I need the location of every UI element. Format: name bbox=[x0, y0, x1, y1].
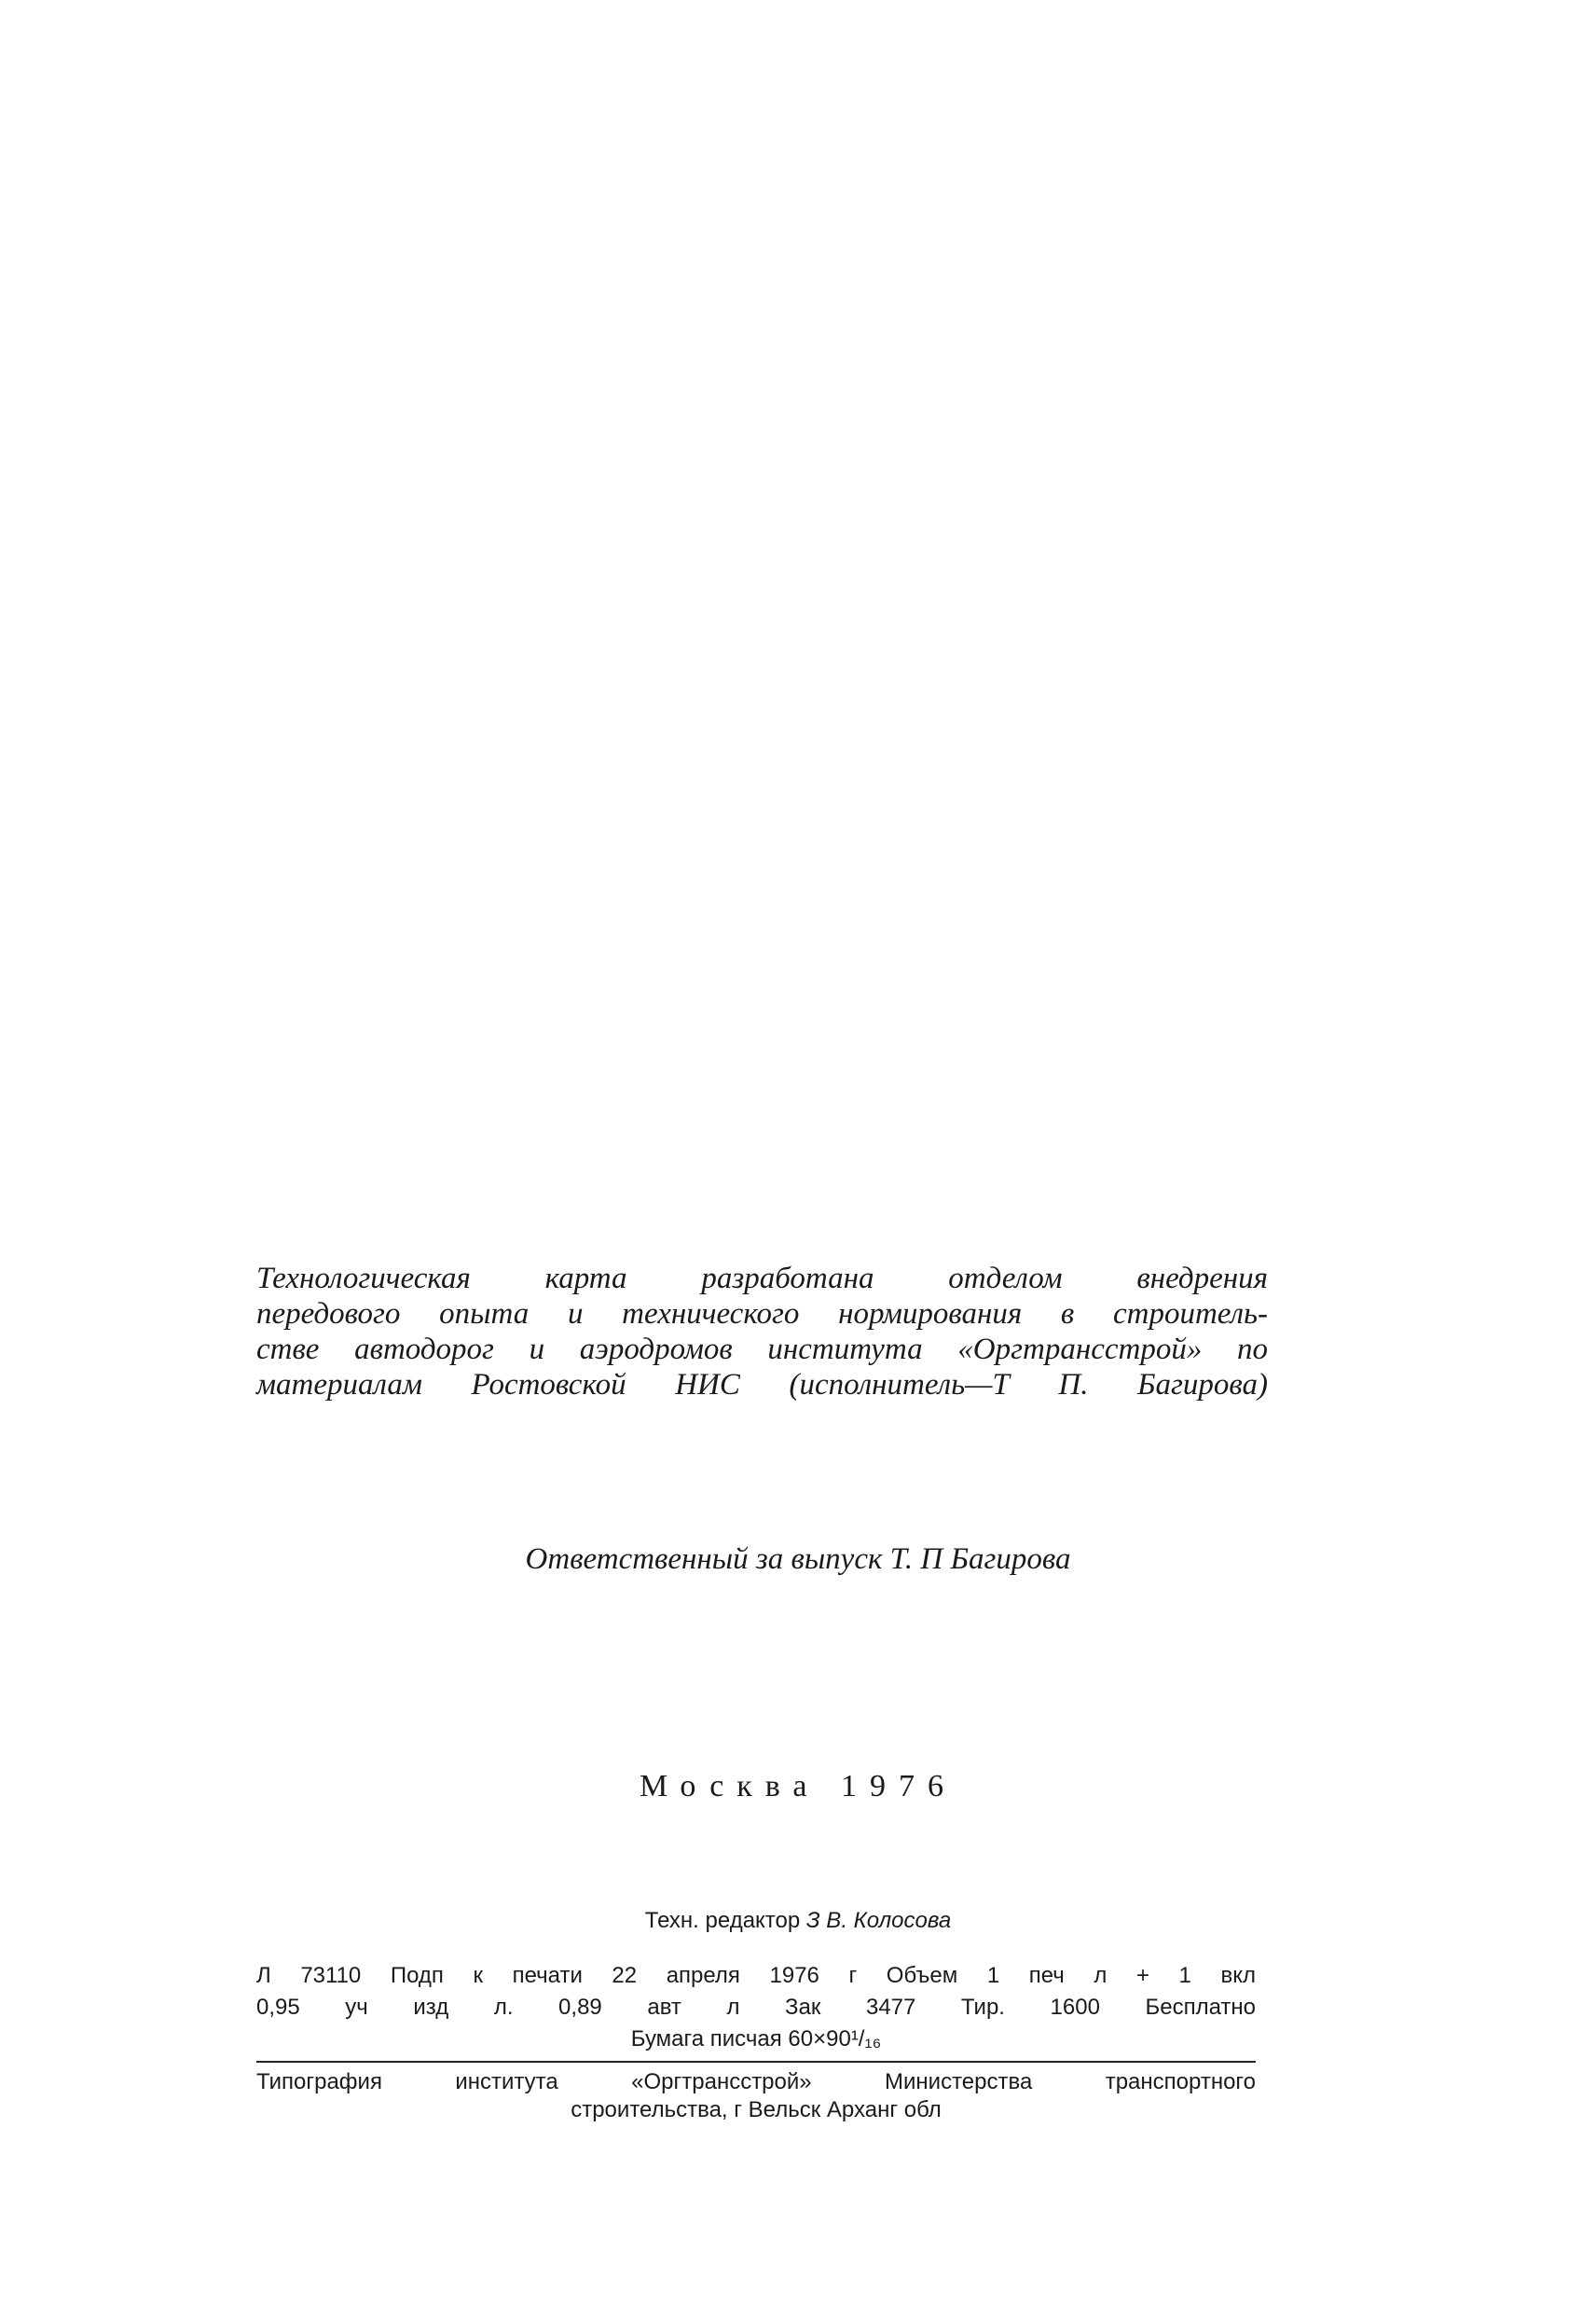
printer-line: Типография института «Оргтрансстрой» Министерства транспортного bbox=[256, 2069, 1256, 2094]
printer-block bbox=[256, 2068, 1256, 2124]
city-year: Москва 1976 bbox=[639, 1769, 957, 1803]
technical-editor-line bbox=[0, 1907, 1596, 1935]
responsible-editor-line: Ответственный за выпуск Т. П Багирова bbox=[525, 1542, 1071, 1576]
divider-rule bbox=[256, 2061, 1256, 2063]
imprint-block bbox=[256, 1960, 1256, 2055]
technical-editor-label: Техн. редактор bbox=[644, 1908, 801, 1933]
imprint-line: Бумага писчая 60×90¹/₁₆ bbox=[630, 2026, 882, 2052]
credits-line: стве автодорог и аэродромов института «Оргтрансстрой» по bbox=[256, 1333, 1268, 1366]
imprint-line: Л 73110 Подп к печати 22 апреля 1976 г Объем 1 печ л + 1 вкл bbox=[256, 1963, 1256, 1988]
credits-line: Технологическая карта разработана отделом внедрения bbox=[256, 1262, 1268, 1295]
printer-line: строительства, г Вельск Арханг обл bbox=[571, 2097, 942, 2122]
credits-line: передового опыта и технического нормирования в строитель- bbox=[256, 1297, 1268, 1331]
technical-editor-name: З В. Колосова bbox=[805, 1908, 952, 1933]
credits-line: материалам Ростовской НИС (исполнитель—Т П. Багирова) bbox=[256, 1368, 1268, 1402]
credits-paragraph bbox=[256, 1261, 1268, 1402]
imprint-line: 0,95 уч изд л. 0,89 авт л Зак 3477 Тир. 1600 Бесплатно bbox=[256, 1995, 1256, 2020]
